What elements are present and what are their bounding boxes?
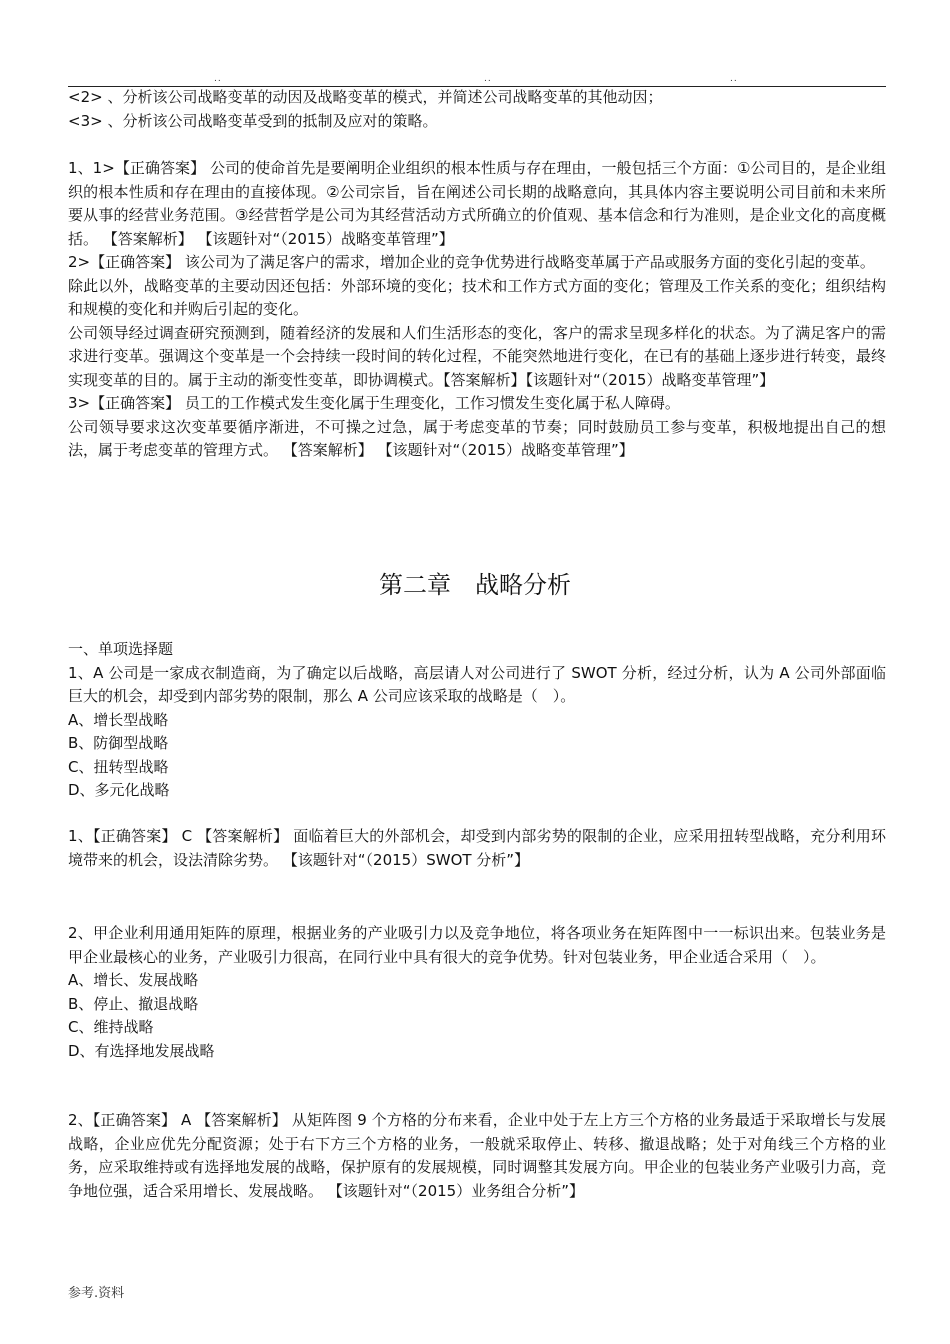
question-1-answer: 1、【正确答案】 C 【答案解析】 面临着巨大的外部机会，却受到内部劣势的限制的企业，应采用扭转型战略，充分利用环境带来的机会，设法清除劣势。 【该题针对“（2015）SWOT 分析”】 xyxy=(68,827,886,869)
answer-2-part-1: 2>【正确答案】 该公司为了满足客户的需求，增加企业的竞争优势进行战略变革属于产品或服务方面的变化引起的变革。 xyxy=(68,253,875,271)
answer-2-part-2: 除此以外，战略变革的主要动因还包括：外部环境的变化；技术和工作方式方面的变化；管理及工作关系的变化；组织结构和规模的变化和并购后引起的变化。 xyxy=(68,276,886,318)
question-2-answer-block xyxy=(68,1109,886,1203)
question-1-option-a: A、增长型战略 xyxy=(68,710,169,729)
question-2-answer: 2、【正确答案】 A 【答案解析】 从矩阵图 9 个方格的分布来看，企业中处于左上方三个方格的业务最适于采取增长与发展战略，企业应优先分配资源；处于右下方三个方格的业务，一般就采取停止、转移、撤退战略；处于对角线三个方格的业务，应采取维持或有选择地发展的战略，保护原有的发展规模，同时调整其发展方向。甲企业的包装业务产业吸引力高，竞争地位强，适合采用增长、发展战略。 【该题针对“（2015）业务组合分析”】 xyxy=(68,1111,886,1200)
question-1-option-c: C、扭转型战略 xyxy=(68,757,169,776)
question-2-block xyxy=(68,922,886,1063)
answer-2-part-3: 公司领导经过调查研究预测到，随着经济的发展和人们生活形态的变化，客户的需求呈现多样化的状态。为了满足客户的需求进行变革。强调这个变革是一个会持续一段时间的转化过程，不能突然地进行变化，在已有的基础上逐步进行转变，最终实现变革的目的。属于主动的渐变性变革，即协调模式。【答案解析】【该题针对“（2015）战略变革管理”】 xyxy=(68,323,886,389)
header-dots-3: .. xyxy=(730,74,738,84)
question-2-option-c: C、维持战略 xyxy=(68,1018,154,1036)
case-questions xyxy=(68,86,886,133)
header-dots-1: .. xyxy=(214,74,222,84)
question-1-stem: 1、A 公司是一家成衣制造商，为了确定以后战略，高层请人对公司进行了 SWOT 分析，经过分析，认为 A 公司外部面临巨大的机会，却受到内部劣势的限制，那么 A 公司应该采取的战略是（ ）。 xyxy=(68,663,886,705)
answer-3-part-2: 公司领导要求这次变革要循序渐进，不可操之过急，属于考虑变革的节奏；同时鼓励员工参与变革，积极地提出自己的想法，属于考虑变革的管理方式。 【答案解析】 【该题针对“（2015）战略变革管理”】 xyxy=(68,417,886,459)
header-dots-2: .. xyxy=(484,74,492,84)
question-2: <2> 、分析该公司战略变革的动因及战略变革的模式，并简述公司战略变革的其他动因； xyxy=(68,88,663,106)
answer-3-part-1: 3>【正确答案】 员工的工作模式发生变化属于生理变化，工作习惯发生变化属于私人障碍。 xyxy=(68,394,680,412)
answer-1: 1、1>【正确答案】 公司的使命首先是要阐明企业组织的根本性质与存在理由，一般包括三个方面：①公司目的，是企业组织的根本性质和存在理由的直接体现。②公司宗旨，旨在阐述公司长期的战略意向，其具体内容主要说明公司目前和未来所要从事的经营业务范围。③经营哲学是公司为其经营活动方式所确立的价值观、基本信念和行为准则，是企业文化的高度概括。 【答案解析】 【该题针对“（2015）战略变革管理”】 xyxy=(68,159,886,248)
question-1-answer-block xyxy=(68,825,886,872)
question-1-block xyxy=(68,638,886,803)
question-2-stem: 2、甲企业利用通用矩阵的原理，根据业务的产业吸引力以及竞争地位，将各项业务在矩阵图中一一标识出来。包装业务是甲企业最核心的业务，产业吸引力很高，在同行业中具有很大的竞争优势。针对包装业务，甲企业适合采用（ ）。 xyxy=(68,924,886,966)
chapter-title: 第二章 战略分析 xyxy=(379,571,571,599)
question-2-option-a: A、增长、发展战略 xyxy=(68,971,199,989)
question-1-option-b: B、防御型战略 xyxy=(68,734,169,752)
footer-text: 参考.资料 xyxy=(68,1286,125,1301)
question-2-option-b: B、停止、撤退战略 xyxy=(68,994,199,1013)
question-3: <3> 、分析该公司战略变革受到的抵制及应对的策略。 xyxy=(68,111,438,130)
question-2-option-d: D、有选择地发展战略 xyxy=(68,1041,215,1060)
section-heading: 一、单项选择题 xyxy=(68,640,174,658)
question-1-option-d: D、多元化战略 xyxy=(68,781,170,799)
case-answers xyxy=(68,157,886,463)
